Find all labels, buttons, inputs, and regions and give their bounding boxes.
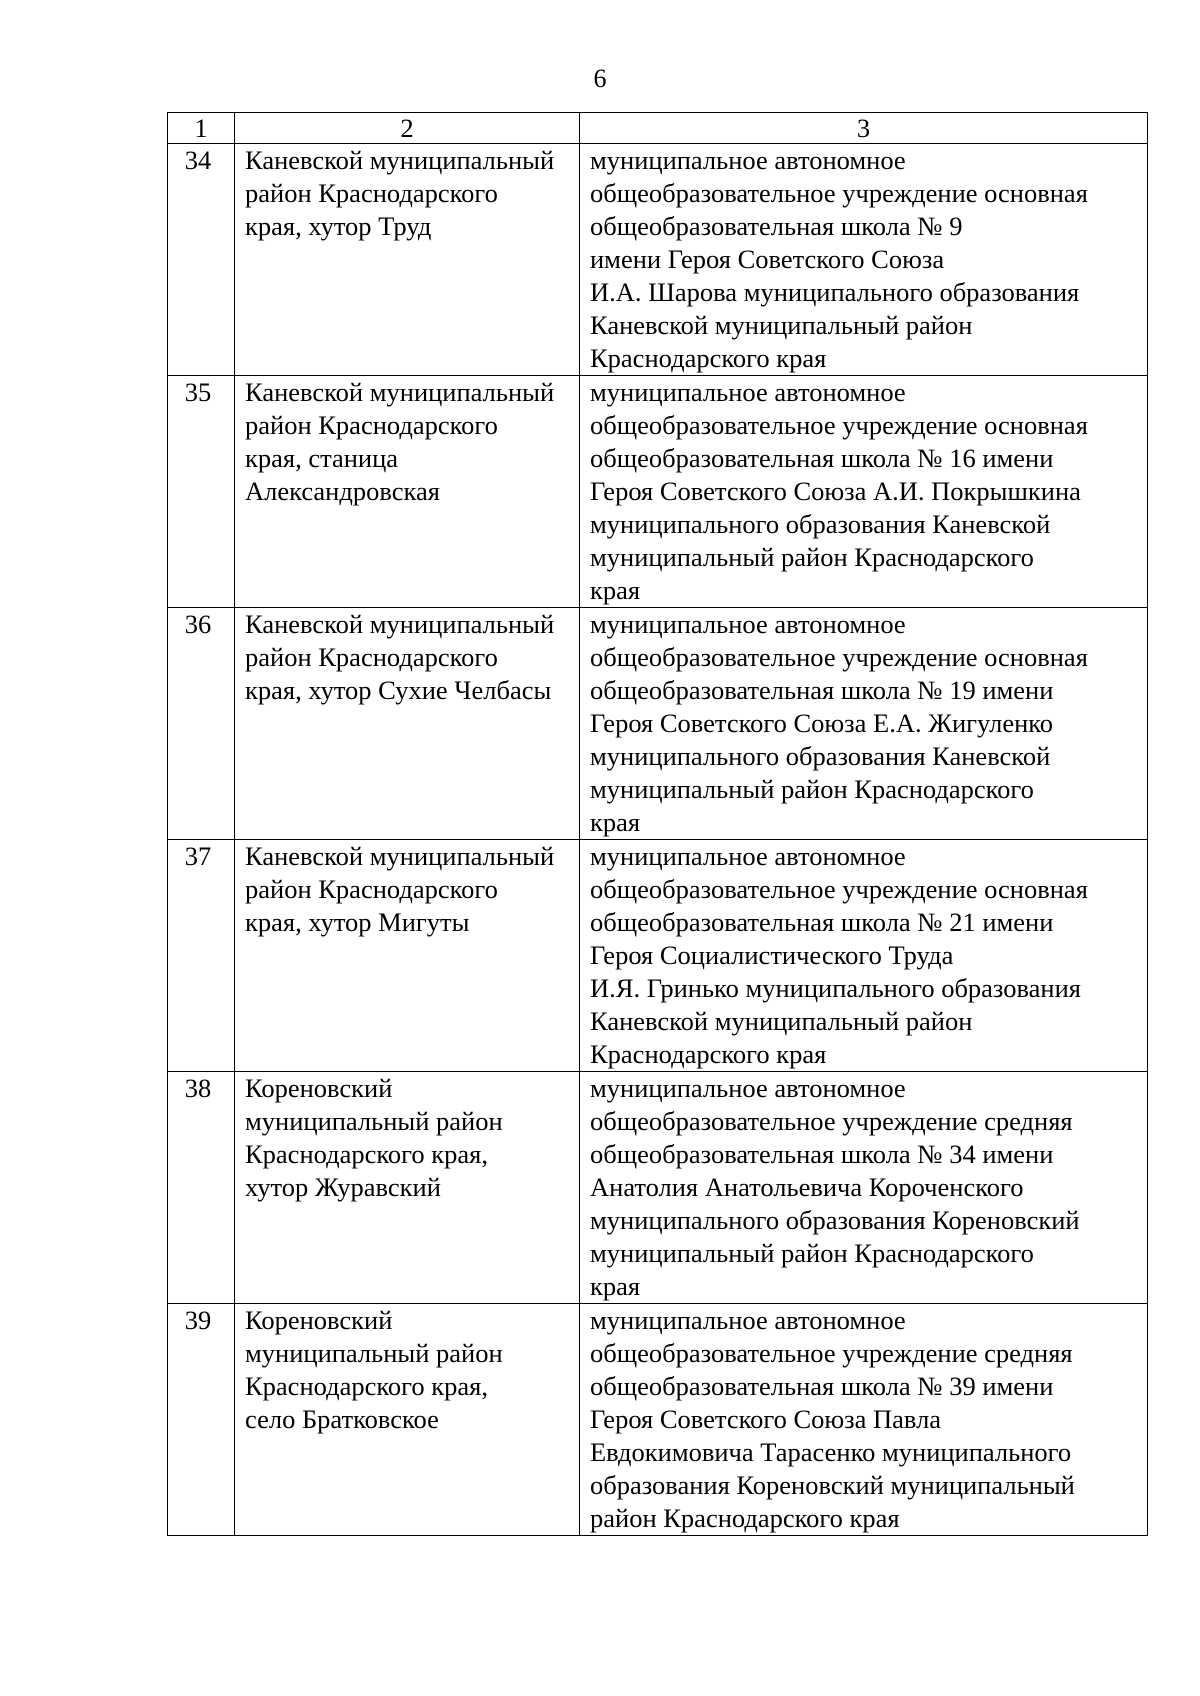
- column-header-number: 1: [168, 113, 235, 144]
- row-number: 39: [168, 1304, 235, 1536]
- row-number: 38: [168, 1072, 235, 1304]
- row-locality: Кореновский муниципальный район Краснодарского края, село Братковское: [235, 1304, 580, 1536]
- row-number: 37: [168, 840, 235, 1072]
- row-locality: Каневской муниципальный район Краснодарского края, хутор Труд: [235, 144, 580, 376]
- row-institution: муниципальное автономное общеобразовательное учреждение основная общеобразовательная школа № 19 имени Героя Советского Союза Е.А. Жигуленко муниципального образования Каневской муниципальный район Краснодарского края: [580, 608, 1148, 840]
- row-institution: муниципальное автономное общеобразовательное учреждение основная общеобразовательная школа № 9 имени Героя Советского Союза И.А. Шарова муниципального образования Каневской муниципальный район Краснодарского края: [580, 144, 1148, 376]
- row-number: 36: [168, 608, 235, 840]
- table-row: [168, 376, 1148, 608]
- row-institution: муниципальное автономное общеобразовательное учреждение средняя общеобразовательная школа № 39 имени Героя Советского Союза Павла Евдокимовича Тарасенко муниципального образования Кореновский муниципальный район Краснодарского края: [580, 1304, 1148, 1536]
- row-locality: Каневской муниципальный район Краснодарского края, хутор Мигуты: [235, 840, 580, 1072]
- schools-table: [167, 112, 1148, 1536]
- table-row: [168, 608, 1148, 840]
- row-number: 34: [168, 144, 235, 376]
- table-header-row: [168, 113, 1148, 144]
- table-row: [168, 840, 1148, 1072]
- row-institution: муниципальное автономное общеобразовательное учреждение основная общеобразовательная школа № 16 имени Героя Советского Союза А.И. Покрышкина муниципального образования Каневской муниципальный район Краснодарского края: [580, 376, 1148, 608]
- column-header-locality: 2: [235, 113, 580, 144]
- row-locality: Каневской муниципальный район Краснодарского края, станица Александровская: [235, 376, 580, 608]
- table-row: [168, 1304, 1148, 1536]
- column-header-institution: 3: [580, 113, 1148, 144]
- row-locality: Кореновский муниципальный район Краснодарского края, хутор Журавский: [235, 1072, 580, 1304]
- row-institution: муниципальное автономное общеобразовательное учреждение основная общеобразовательная школа № 21 имени Героя Социалистического Труда И.Я. Гринько муниципального образования Каневской муниципальный район Краснодарского края: [580, 840, 1148, 1072]
- table-row: [168, 144, 1148, 376]
- row-locality: Каневской муниципальный район Краснодарского края, хутор Сухие Челбасы: [235, 608, 580, 840]
- row-number: 35: [168, 376, 235, 608]
- page-number: 6: [593, 64, 607, 93]
- row-institution: муниципальное автономное общеобразовательное учреждение средняя общеобразовательная школа № 34 имени Анатолия Анатольевича Короченского муниципального образования Кореновский муниципальный район Краснодарского края: [580, 1072, 1148, 1304]
- table-row: [168, 1072, 1148, 1304]
